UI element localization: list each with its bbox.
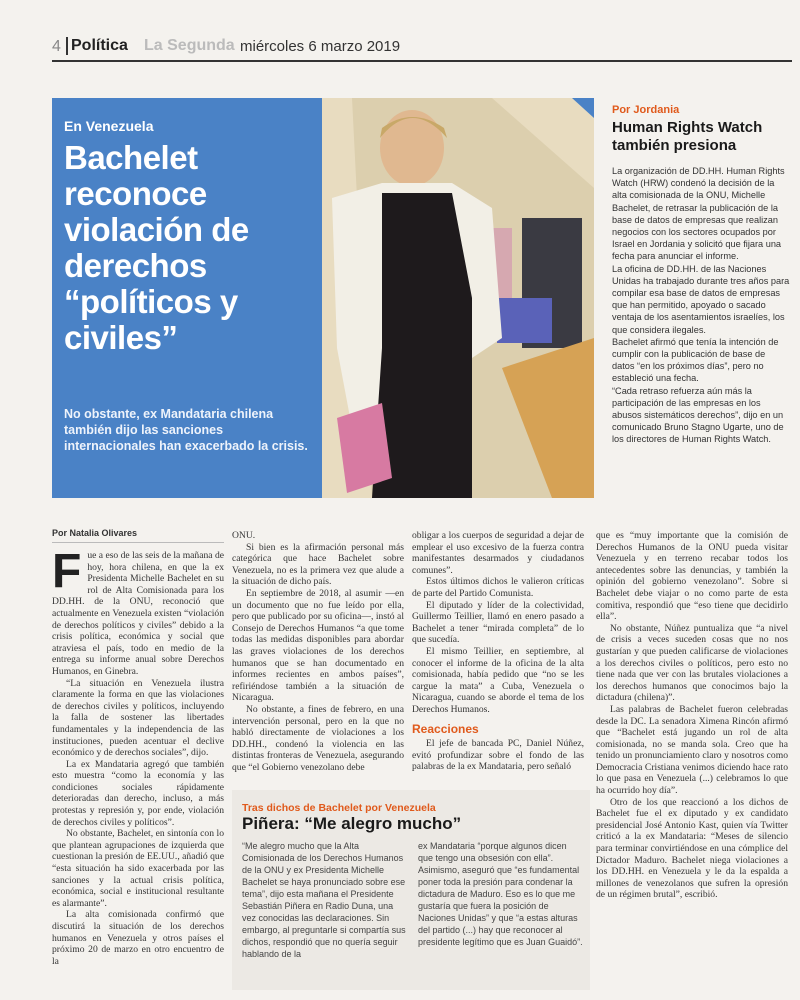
sidebar-kicker: Por Jordania — [612, 104, 680, 116]
article-paragraph: Las palabras de Bachelet fueron celebradas desde la DC. La senadora Ximena Rincón afirmó que “Bachelet está jugando un rol de alta comisionada, no se manda sola. Creo que ha tenido un pronunciamiento claro y nosotros como Democracia Cristiana venimos diciendo hace rato lo que pasa en Venezuela (...) celebramos lo que ha ocurrido hoy día”. — [596, 703, 788, 797]
box-paragraph: “Me alegro mucho que la Alta Comisionada de los Derechos Humanos de la ONU y ex Presidenta Michelle Bachelet se haya pronunciado sobre ese tema”, dijo esta mañana el Presidente Sebastián Piñera en Radio Duna, una vez conocidas las declaraciones. Sin embargo, al preguntarle si compartía sus dichos, respondió que no quería seguir hablando de la — [242, 841, 406, 959]
subhead-reacciones: Reacciones — [412, 721, 479, 736]
article-paragraph: No obstante, a fines de febrero, en una intervención personal, pero en la que no habló directamente de violaciones a los DD.HH., condenó la violencia en las distintas fronteras de Venezuela, asegurando que “el Gobierno venezolano debe — [232, 703, 404, 773]
article-paragraph: No obstante, Bachelet, en sintonía con lo que plantean agrupaciones de izquierda que cuestionan la presión de EE.UU., añadió que “esta situación ha sido exacerbada por las sanciones y la actual crisis política, económica, social e institucional resultante es alarmante”. — [52, 828, 224, 909]
sidebar-title: Human Rights Watch también presiona — [612, 119, 763, 154]
article-column-4 — [596, 530, 788, 901]
box-paragraph: ex Mandataria “porque algunos dicen que tengo una obsesión con ella”. Asimismo, aseguró que “es fundamental poner toda la presión para condenar la dictadura de Maduro. Eso es lo que me gustaría que fuera la posición de Naciones Unidas” y que “a estas alturas del partido (...) hay que reconocer al presidente legítimo que es Juan Guaidó”. — [418, 841, 583, 947]
box-body-right — [418, 840, 583, 948]
sidebar-paragraph: La oficina de DD.HH. de las Naciones Unidas ha trabajado durante tres años para compilar esa base de datos de empresas que han permitido, apoyado o sacado ventaja de los asentamientos israelíes, los que considera ilegales. — [612, 263, 790, 335]
section-name: Política — [66, 37, 128, 55]
article-paragraph: obligar a los cuerpos de seguridad a dejar de emplear el uso excesivo de la fuerza contra manifestantes desarmados y ciudadanos comunes”. — [412, 530, 584, 576]
article-paragraph: En septiembre de 2018, al asumir —en un documento que no fue leído por ella, pero que publicado por su oficina—, instó al Consejo de Derechos Humanos “a que tome todas las medidas disponibles para abordar las graves violaciones de los derechos humanos que se han documentado en informes recientes en ambos países”, refiriéndose también a la situación de Nicaragua. — [232, 587, 404, 704]
lead-text: ue a eso de las seis de la mañana de hoy, hora chilena, en que la ex Presidenta Michelle Bachelet en su rol de Alta Comisionada para los DD.HH. de la ONU, reconoció que actualmente en Venezuela existen “violación de derechos políticos y civiles” debido a la crisis política, económica y social que atraviesa el país, todo en medio de la entrega su informe anual sobre Derechos Humanos, en Ginebra. — [52, 550, 224, 677]
article-paragraph: Si bien es la afirmación personal más categórica que hace Bachelet sobre Venezuela, no es la primera vez que alude a la situación de dicho país. — [232, 541, 404, 588]
article-column-1 — [52, 545, 224, 967]
sidebar-paragraph: La organización de DD.HH. Human Rights Watch (HRW) condenó la decisión de la alta comisionada de la ONU, Michelle Bachelet, de retrasar la publicación de la base de datos de empresas que realizan negocios con los sectores ocupados por Israel en Jordania y solicitó que fijara una fecha para anunciar el informe. — [612, 166, 785, 262]
article-paragraph: ONU. — [232, 530, 256, 541]
box-body-left — [242, 840, 407, 960]
article-column-2 — [232, 530, 404, 773]
article-paragraph: que es “muy importante que la comisión de Derechos Humanos de la ONU pueda visitar Venezuela y en terreno recabar todos los antecedentes sobre las denuncias, y también la opinión del gobierno venezolano”. Sobre si Bachelet debe viajar o no como parte de esta comitiva, respondió que “eso tiene que decidirlo ella”. — [596, 530, 788, 623]
box-kicker: Tras dichos de Bachelet por Venezuela — [242, 802, 436, 814]
article-paragraph: El jefe de bancada PC, Daniel Núñez, evitó profundizar sobre el fondo de las palabras de la ex Mandataria, pero señaló — [412, 738, 584, 773]
sidebar-paragraph: Bachelet afirmó que tenía la intención de cumplir con la publicación de base de datos “en los próximos días”, pero no estableció una fecha. — [612, 336, 779, 384]
article-paragraph: La ex Mandataria agregó que también esto muestra “como la economía y las condiciones sociales rápidamente deterioradas dan derecho, incluso, a más protestas y represión y, por ende, violación de derechos civiles y políticos”. — [52, 758, 224, 828]
page-header — [52, 34, 792, 62]
sidebar-story — [612, 104, 790, 446]
page-number: 4 — [52, 38, 61, 55]
byline: Por Natalia Olivares — [52, 528, 224, 543]
article-paragraph: Estos últimos dichos le valieron críticas de parte del Partido Comunista. — [412, 576, 584, 599]
issue-date: miércoles 6 marzo 2019 — [240, 38, 401, 55]
article-paragraph: No obstante, Núñez puntualiza que “a nivel de crisis a veces suceden cosas que no nos gustarían y que pueden calificarse de violaciones a los derechos civiles o políticos, pero esto no tiene nada que ver con las brutales violaciones a los derechos humanos que conocimos bajo la dictadura (chilena)”. — [596, 622, 788, 704]
newspaper-name: La Segunda — [144, 37, 235, 54]
pinera-box — [232, 790, 590, 990]
sidebar-paragraph: “Cada retraso refuerza aún más la participación de las empresas en los abusos sistemáticos derechos”, dijo en un comunicado Bruno Stagno Ugarte, uno de los directores de Human Rights Watch. — [612, 385, 784, 445]
article-paragraph: La alta comisionada confirmó que discutirá la situación de los derechos humanos en Venezuela y otros países el próximo 20 de marzo en otro encuentro de la — [52, 909, 224, 967]
headline: Bachelet reconoce violación de derechos “políticos y civiles” — [64, 139, 249, 356]
box-title: Piñera: “Me alegro mucho” — [242, 814, 462, 833]
subheadline: No obstante, ex Mandataria chilena también dijo las sanciones internacionales han exacerbado la crisis. — [64, 407, 308, 453]
hero-banner — [52, 98, 594, 498]
article-paragraph: Otro de los que reaccionó a los dichos de Bachelet fue el ex diputado y ex candidato presidencial José Antonio Kast, quien vía Twitter criticó a la ex Mandataria: “Meses de silencio para terminar convirtiéndose en una cómplice del Dictador Maduro. Bachelet niega violaciones a los DD.HH. en Venezuela y le da la espalda a millones de venezolanos que sufren la opresión de un régimen brutal”, escribió. — [596, 796, 788, 901]
article-paragraph: “La situación en Venezuela ilustra claramente la forma en que las violaciones de derechos civiles y políticos, incluyendo la falla de sostener las libertades fundamentales y la independencia de las instituciones, pueden acentuar el declive económico y de derechos sociales”, dijo. — [52, 677, 224, 759]
hero-kicker: En Venezuela — [64, 118, 154, 134]
article-paragraph: El diputado y líder de la colectividad, Guillermo Teillier, llamó en enero pasado a Bachelet a tener “mirada completa” de lo que sucedía. — [412, 599, 584, 646]
drop-cap: F — [52, 545, 82, 598]
article-column-3 — [412, 530, 584, 773]
article-paragraph — [52, 545, 224, 678]
article-paragraph: El mismo Teillier, en septiembre, al conocer el informe de la oficina de la alta comisionada, había pedido que “no se les cargue la mata” a Cuba, Venezuela o Nicaragua, cuando se aborde el tema de los Derechos Humanos. — [412, 645, 584, 715]
